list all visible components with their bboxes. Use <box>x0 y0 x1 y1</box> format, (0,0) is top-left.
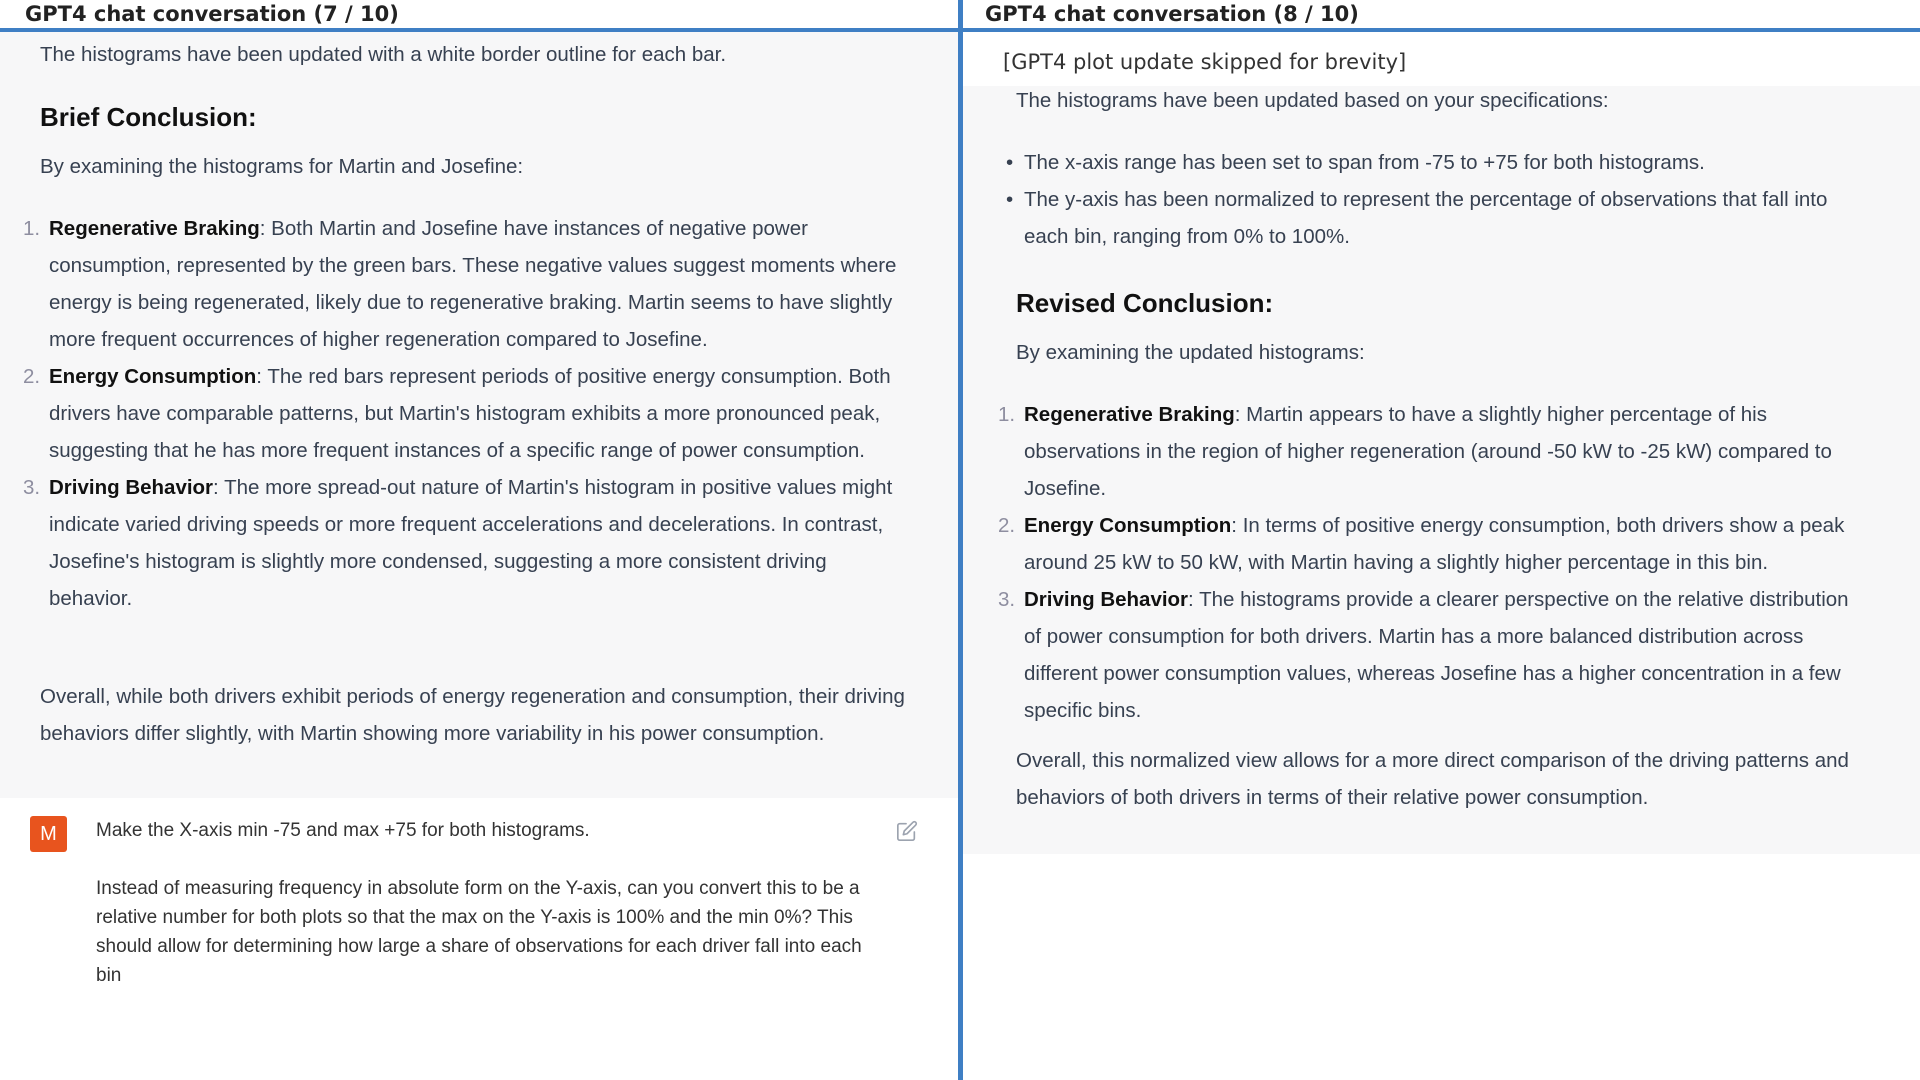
skipped-plot-note <box>963 32 1920 86</box>
item-text: : The more spread-out nature of Martin's histogram in positive values might indicate varied driving speeds or more frequent accelerations and decelerations. In contrast, Josefine's histogram is slightly more condensed, suggesting a more consistent driving behavior. <box>49 476 893 610</box>
conclusion-heading: Brief Conclusion: <box>40 102 257 132</box>
panel-title: GPT4 chat conversation (8 / 10) <box>985 2 1359 26</box>
conversation-panel-left <box>0 0 958 1080</box>
bullet-item: • The y-axis has been normalized to represent the percentage of observations that fall into each bin, ranging from 0% to 100%. <box>1024 181 1860 255</box>
assistant-message <box>963 86 1920 854</box>
assistant-message <box>0 32 958 798</box>
list-item: 2. Energy Consumption: The red bars represent periods of positive energy consumption. Both drivers have comparable patterns, but Martin's histogram exhibits a more pronounced peak, suggesting that he has more frequent instances of a specific range of power consumption. <box>23 365 891 462</box>
assistant-overall: Overall, this normalized view allows for a more direct comparison of the driving patterns and behaviors of both drivers in terms of their relative power consumption. <box>1016 749 1849 809</box>
bullet-icon: • <box>1006 188 1014 211</box>
assistant-intro: The histograms have been updated with a white border outline for each bar. <box>40 43 727 66</box>
item-term: Energy Consumption <box>1024 514 1232 537</box>
list-item: 2. Energy Consumption: In terms of positive energy consumption, both drivers show a peak around 25 kW to 50 kW, with Martin having a slightly higher percentage in this bin. <box>998 514 1845 574</box>
item-term: Regenerative Braking <box>49 217 260 240</box>
conversation-panel-right <box>963 0 1920 1080</box>
item-text: : The red bars represent periods of positive energy consumption. Both drivers have comparable patterns, but Martin's histogram exhibits a more pronounced peak, suggesting that he has more frequent instances of a specific range of power consumption. <box>49 365 891 462</box>
conclusion-list <box>998 396 1860 729</box>
item-term: Driving Behavior <box>1024 588 1189 611</box>
conclusion-lead: By examining the updated histograms: <box>1016 341 1365 364</box>
update-bullets <box>1006 144 1860 255</box>
list-item: 1. Regenerative Braking: Martin appears to have a slightly higher percentage of his observations in the region of higher regeneration (around -50 kW to -25 kW) compared to Josefine. <box>998 403 1832 500</box>
bullet-icon: • <box>1006 151 1014 174</box>
assistant-overall: Overall, while both drivers exhibit periods of energy regeneration and consumption, their driving behaviors differ slightly, with Martin showing more variability in his power consumption. <box>40 685 905 745</box>
conclusion-lead: By examining the histograms for Martin and Josefine: <box>40 155 524 178</box>
item-text: : In terms of positive energy consumption, both drivers show a peak around 25 kW to 50 kW, with Martin having a slightly higher percentage in this bin. <box>1024 514 1845 574</box>
item-text: : Both Martin and Josefine have instances of negative power consumption, represented by the green bars. These negative values suggest moments where energy is being regenerated, likely due to regenerative braking. Martin seems to have slightly more frequent occurrences of higher regeneration compared to Josefine. <box>49 217 897 351</box>
avatar: M <box>30 816 67 852</box>
item-term: Regenerative Braking <box>1024 403 1235 426</box>
user-message-line-1: Make the X-axis min -75 and max +75 for both histograms. <box>96 820 590 841</box>
item-term: Energy Consumption <box>49 365 257 388</box>
conclusion-list <box>23 210 908 617</box>
assistant-intro: The histograms have been updated based on your specifications: <box>1016 89 1609 112</box>
user-message <box>0 798 958 1080</box>
item-term: Driving Behavior <box>49 476 214 499</box>
panel-title: GPT4 chat conversation (7 / 10) <box>25 2 399 26</box>
bullet-item: • The x-axis range has been set to span from -75 to +75 for both histograms. <box>1024 144 1860 181</box>
item-text: : Martin appears to have a slightly higher percentage of his observations in the region of higher regeneration (around -50 kW to -25 kW) compared to Josefine. <box>1024 403 1832 500</box>
list-item: 3. Driving Behavior: The more spread-out nature of Martin's histogram in positive values might indicate varied driving speeds or more frequent accelerations and decelerations. In contrast, Josefine's histogram is slightly more condensed, suggesting a more consistent driving behavior. <box>23 476 893 610</box>
list-item: 1. Regenerative Braking: Both Martin and Josefine have instances of negative power consumption, represented by the green bars. These negative values suggest moments where energy is being regenerated, likely due to regenerative braking. Martin seems to have slightly more frequent occurrences of higher regeneration compared to Josefine. <box>23 217 897 351</box>
list-item: 3. Driving Behavior: The histograms provide a clearer perspective on the relative distribution of power consumption for both drivers. Martin has a more balanced distribution across different power consumption values, whereas Josefine has a higher concentration in a few specific bins. <box>998 588 1849 722</box>
edit-icon[interactable] <box>896 820 918 842</box>
conclusion-heading: Revised Conclusion: <box>1016 288 1274 318</box>
panel-title-bar <box>0 0 958 32</box>
user-message-line-2: Instead of measuring frequency in absolute form on the Y-axis, can you convert this to be a relative number for both plots so that the max on the Y-axis is 100% and the min 0%? This should allow for determining how large a share of observations for each driver fall into each bin <box>96 878 862 986</box>
panel-title-bar <box>963 0 1920 32</box>
item-text: : The histograms provide a clearer perspective on the relative distribution of power consumption for both drivers. Martin has a more balanced distribution across different power consumption values, whereas Josefine has a higher concentration in a few specific bins. <box>1024 588 1849 722</box>
skipped-note-text: [GPT4 plot update skipped for brevity] <box>1003 50 1407 74</box>
